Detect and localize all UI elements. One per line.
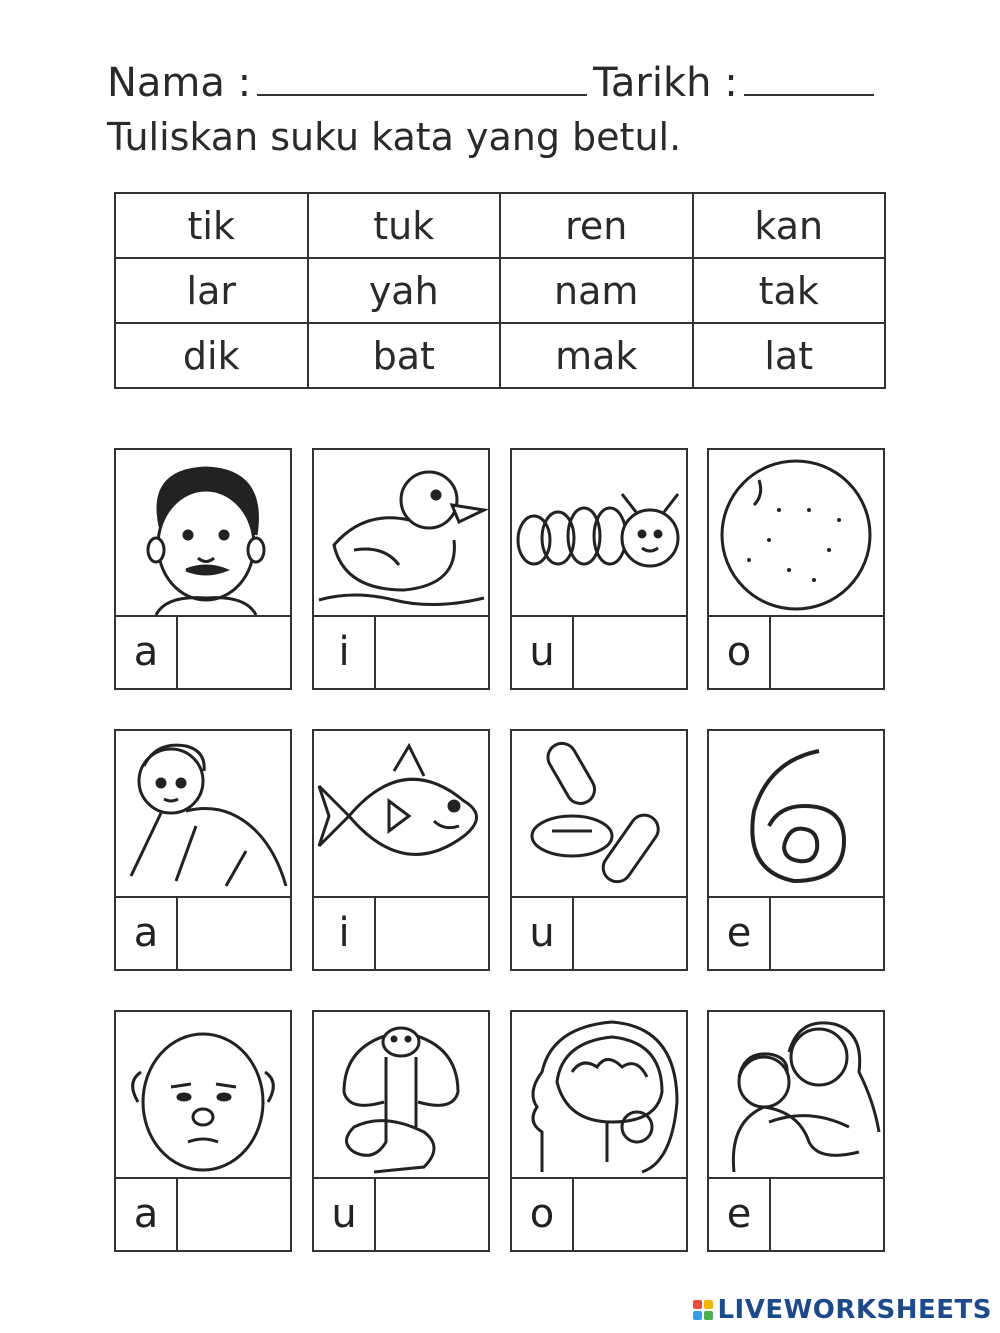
answer-box[interactable] [574, 898, 686, 969]
vowel-label: a [116, 898, 178, 969]
vowel-label: u [314, 1179, 376, 1250]
fish-picture [314, 731, 488, 898]
syllable-cell: mak [500, 323, 693, 388]
picture-card-2 [312, 448, 490, 690]
answer-box[interactable] [574, 1179, 686, 1250]
tarikh-input-line[interactable] [744, 64, 874, 96]
brain-picture [512, 1012, 686, 1179]
answer-box[interactable] [771, 617, 883, 688]
syllable-cell: lat [693, 323, 886, 388]
man-face-picture [116, 450, 290, 617]
tarikh-label: Tarikh : [593, 60, 738, 106]
orange-picture [709, 450, 883, 617]
syllable-cell: tik [115, 193, 308, 258]
vowel-label: a [116, 1179, 178, 1250]
cobra-picture [314, 1012, 488, 1179]
vowel-label: e [709, 1179, 771, 1250]
answer-box[interactable] [376, 898, 488, 969]
liveworksheets-logo [693, 1295, 992, 1325]
logo-text: LIVEWORKSHEETS [717, 1295, 992, 1325]
vowel-label: i [314, 898, 376, 969]
answer-box[interactable] [574, 617, 686, 688]
name-date-line [107, 60, 880, 106]
caterpillar-picture [512, 450, 686, 617]
baby-crawling-picture [116, 731, 290, 898]
vowel-label: u [512, 898, 574, 969]
syllable-cell: ren [500, 193, 693, 258]
vowel-label: u [512, 617, 574, 688]
vowel-label: o [709, 617, 771, 688]
answer-box[interactable] [376, 617, 488, 688]
picture-card-11 [510, 1010, 688, 1252]
syllable-cell: dik [115, 323, 308, 388]
picture-card-7 [510, 729, 688, 971]
nama-input-line[interactable] [257, 64, 587, 96]
picture-card-5 [114, 729, 292, 971]
logo-icon [693, 1300, 713, 1320]
syllable-cell: nam [500, 258, 693, 323]
picture-card-10 [312, 1010, 490, 1252]
pills-picture [512, 731, 686, 898]
answer-box[interactable] [178, 898, 290, 969]
vowel-label: a [116, 617, 178, 688]
vowel-label: i [314, 617, 376, 688]
syllable-cell: yah [308, 258, 501, 323]
vowel-label: e [709, 898, 771, 969]
duck-picture [314, 450, 488, 617]
picture-card-1 [114, 448, 292, 690]
picture-card-3 [510, 448, 688, 690]
answer-box[interactable] [178, 1179, 290, 1250]
syllable-table [114, 192, 886, 389]
nama-label: Nama : [107, 60, 252, 106]
number-six-picture [709, 731, 883, 898]
syllable-cell: tak [693, 258, 886, 323]
syllable-cell: lar [115, 258, 308, 323]
picture-card-12 [707, 1010, 885, 1252]
vowel-label: o [512, 1179, 574, 1250]
answer-box[interactable] [376, 1179, 488, 1250]
picture-card-6 [312, 729, 490, 971]
answer-box[interactable] [771, 898, 883, 969]
old-man-face-picture [116, 1012, 290, 1179]
syllable-cell: kan [693, 193, 886, 258]
instruction-text: Tuliskan suku kata yang betul. [107, 115, 682, 159]
picture-card-8 [707, 729, 885, 971]
mother-and-child-picture [709, 1012, 883, 1179]
picture-card-9 [114, 1010, 292, 1252]
picture-card-4 [707, 448, 885, 690]
answer-box[interactable] [178, 617, 290, 688]
syllable-cell: tuk [308, 193, 501, 258]
syllable-cell: bat [308, 323, 501, 388]
answer-box[interactable] [771, 1179, 883, 1250]
